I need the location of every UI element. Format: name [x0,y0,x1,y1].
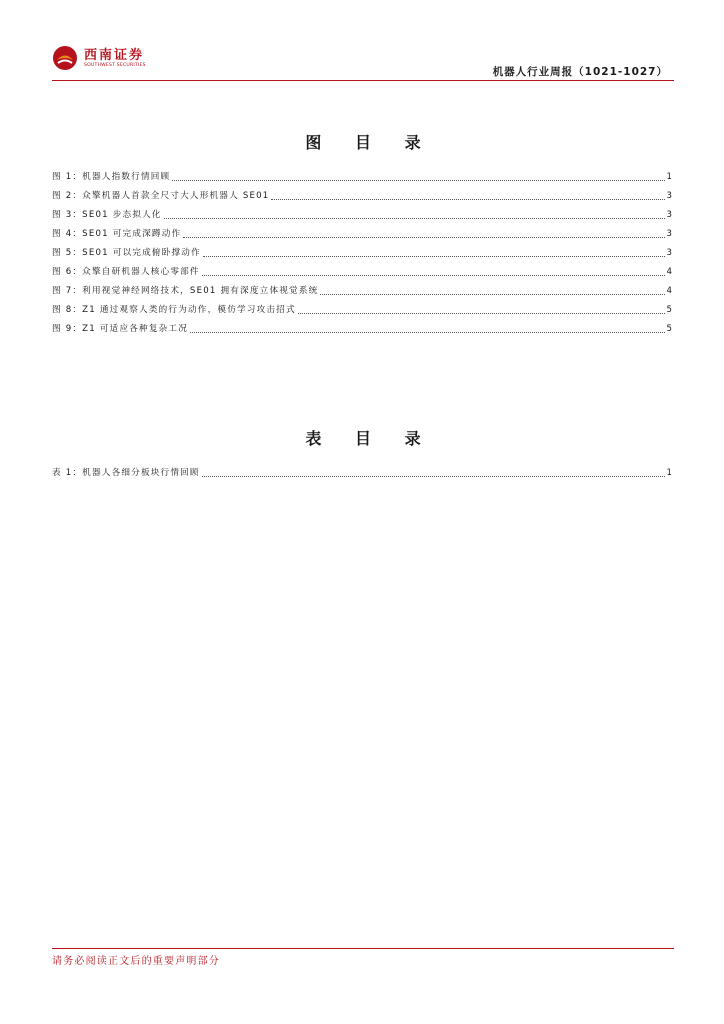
toc-entry-page: 5 [666,305,672,315]
toc-leader-dots [202,274,665,276]
toc-entry-page: 1 [666,172,672,182]
company-logo [52,42,146,74]
toc-entry[interactable] [52,316,672,335]
toc-entry-page: 1 [666,468,672,478]
toc-leader-dots [172,179,664,181]
figures-toc-title: 图 目 录 [305,133,435,152]
figures-toc-list [52,164,672,335]
toc-entry-label: 图 2：众擎机器人首款全尺寸大人形机器人 SE01 [52,191,270,201]
toc-entry[interactable] [52,183,672,202]
toc-entry-page: 3 [666,248,672,258]
toc-entry-label: 图 3：SE01 步态拟人化 [52,210,162,220]
logo-chinese-name: 西南证券 [84,47,145,63]
toc-leader-dots [298,312,665,314]
toc-entry-label: 图 8：Z1 通过观察人类的行为动作，模仿学习攻击招式 [52,305,296,315]
toc-entry[interactable] [52,164,672,183]
toc-entry-label: 图 4：SE01 可完成深蹲动作 [52,229,182,239]
toc-leader-dots [190,331,665,333]
footer-divider [52,948,674,949]
toc-entry-page: 4 [666,286,672,296]
toc-leader-dots [183,236,664,238]
header-divider [52,80,674,81]
tables-toc-list [52,460,672,479]
toc-entry-page: 5 [666,324,672,334]
toc-entry-label: 图 5：SE01 可以完成俯卧撑动作 [52,248,201,258]
toc-entry-label: 图 9：Z1 可适应各种复杂工况 [52,324,189,334]
toc-entry[interactable] [52,460,672,479]
report-title: 机器人行业周报（1021-1027） [492,66,668,78]
toc-entry[interactable] [52,240,672,259]
toc-entry-label: 图 6：众擎自研机器人核心零部件 [52,267,200,277]
toc-entry-page: 4 [666,267,672,277]
toc-entry[interactable] [52,278,672,297]
toc-leader-dots [320,293,664,295]
toc-entry[interactable] [52,202,672,221]
logo-emblem-icon [52,45,78,71]
logo-english-name: SOUTHWEST SECURITIES [84,62,146,68]
toc-entry-page: 3 [666,210,672,220]
toc-entry-label: 表 1：机器人各细分板块行情回顾 [52,468,200,478]
toc-leader-dots [203,255,665,257]
tables-toc-title: 表 目 录 [305,429,435,448]
toc-leader-dots [271,198,664,200]
toc-entry-page: 3 [666,191,672,201]
toc-entry[interactable] [52,221,672,240]
toc-entry[interactable] [52,259,672,278]
toc-leader-dots [202,475,665,477]
toc-entry-page: 3 [666,229,672,239]
toc-entry[interactable] [52,297,672,316]
toc-entry-label: 图 1：机器人指数行情回顾 [52,172,171,182]
toc-entry-label: 图 7：利用视觉神经网络技术，SE01 拥有深度立体视觉系统 [52,286,319,296]
page-header [52,40,674,80]
toc-leader-dots [164,217,665,219]
footer-disclaimer: 请务必阅读正文后的重要声明部分 [52,956,220,967]
